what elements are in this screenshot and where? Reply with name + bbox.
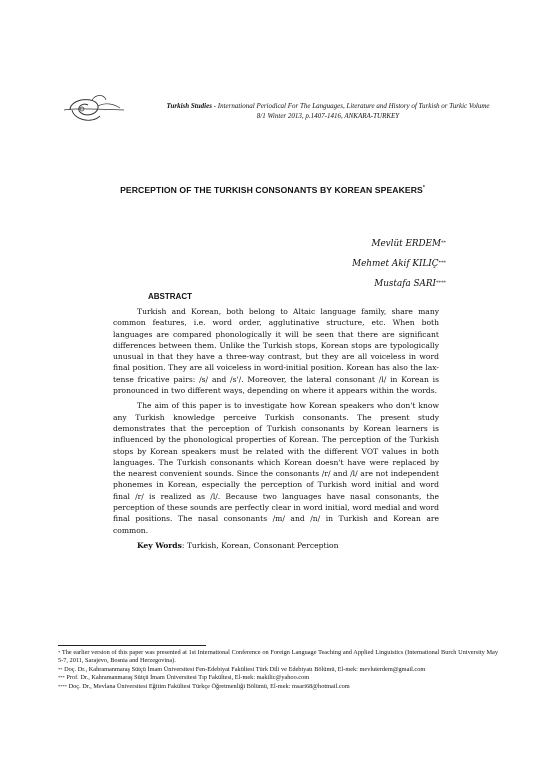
footnote-divider	[58, 645, 206, 646]
footnote	[58, 674, 498, 682]
abstract-heading: ABSTRACT	[148, 292, 192, 301]
footnote-mark: **	[58, 666, 63, 672]
author-name: Mustafa SARI	[374, 279, 436, 289]
footnote-text: Prof. Dr., Kahramanmaraş Sütçü İmam Üniversitesi Tıp Fakültesi, El-mek: makilic@yahoo.com	[64, 674, 310, 682]
footnote	[58, 649, 498, 666]
author-name: Mehmet Akif KILIÇ	[352, 259, 439, 269]
author	[352, 234, 446, 254]
author-name: Mevlüt ERDEM	[371, 239, 441, 249]
footnotes	[58, 649, 498, 691]
journal-subtitle: - International Periodical For The Languages, Literature and History of Turkish or Turkic Volume	[211, 102, 490, 110]
footnote-mark: ****	[58, 683, 67, 689]
paper-title	[100, 182, 445, 196]
footnote-mark: *	[58, 650, 61, 655]
paper-title-text: PERCEPTION OF THE TURKISH CONSONANTS BY KOREAN SPEAKERS	[120, 184, 423, 195]
footnote	[58, 666, 498, 674]
footnote-text: Doç. Dr., Mevlana Üniversitesi Eğitim Fakültesi Türkçe Öğretmenliği Bölümü, El-mek: msari68@hotmail.com	[67, 682, 350, 690]
author-mark: ****	[436, 280, 446, 286]
keywords-label: Key Words	[137, 540, 182, 550]
journal-citation	[148, 101, 508, 121]
abstract-body	[113, 306, 439, 551]
abstract-paragraph: Turkish and Korean, both belong to Altaic language family, share many common features, i.e. word order, agglutinative structure, etc. When both languages are compared phonologically it will be seen that there are significant differences between them. Unlike the Turkish stops, Korean stops are typologically unusual in that they have a three-way contrast, but they are all voiceless in word final position. They are all voiceless in word-initial position. Korean has also the lax-tense fricative pairs: /s/ and /s'/. Moreover, the lateral consonant /l/ in Korean is pronounced in two different ways, depending on where it appears within the words.	[113, 307, 439, 396]
keywords-text: : Turkish, Korean, Consonant Perception	[181, 540, 339, 550]
journal-header	[58, 92, 508, 132]
author	[352, 274, 446, 294]
author	[352, 254, 446, 274]
author-mark: ***	[438, 260, 446, 266]
footnote-mark: ***	[58, 675, 65, 681]
footnote-text: Doç. Dr., Kahramanmaraş Sütçü İmam Üniversitesi Fen-Edebiyat Fakültesi Türk Dili ve Edebiyatı Bölümü, El-mek: mevluterdem@gmail.com	[62, 665, 426, 673]
journal-name: Turkish Studies	[166, 102, 212, 110]
title-footnote-mark: *	[422, 185, 425, 191]
journal-logo-icon	[62, 92, 126, 128]
keywords-line	[113, 540, 439, 551]
footnote-text: The earlier version of this paper was presented at 1st International Conference on Foreign Language Teaching and Applied Linguistics (International Burch University May 5-7, 2011, Sarajevo, Bosnia and Herzegovina).	[58, 649, 498, 665]
author-mark: **	[441, 240, 446, 246]
journal-volume-line: 8/1 Winter 2013, p.1407-1416, ANKARA-TURKEY	[256, 112, 400, 120]
author-list	[352, 234, 446, 294]
footnote	[58, 683, 498, 691]
abstract-paragraph: The aim of this paper is to investigate how Korean speakers who don't know any Turkish knowledge perceive Turkish consonants. The present study demonstrates that the perception of Turkish consonants by Korean learners is influenced by the phonological properties of Korean. The perception of the Turkish stops by Korean speakers must be related with the different VOT values in both languages. The Turkish consonants which Korean doesn't have were replaced by the nearest convenient sounds. Since the consonants /r/ and /l/ are not independent phonemes in Korean, especially the perception of Turkish word initial and word final /r/ is realized as /l/. Because two languages have nasal consonants, the perception of these sounds are perfectly clear in word initial, word medial and word final positions. The nasal consonants /m/ and /n/ in Turkish and Korean are common.	[113, 401, 439, 535]
